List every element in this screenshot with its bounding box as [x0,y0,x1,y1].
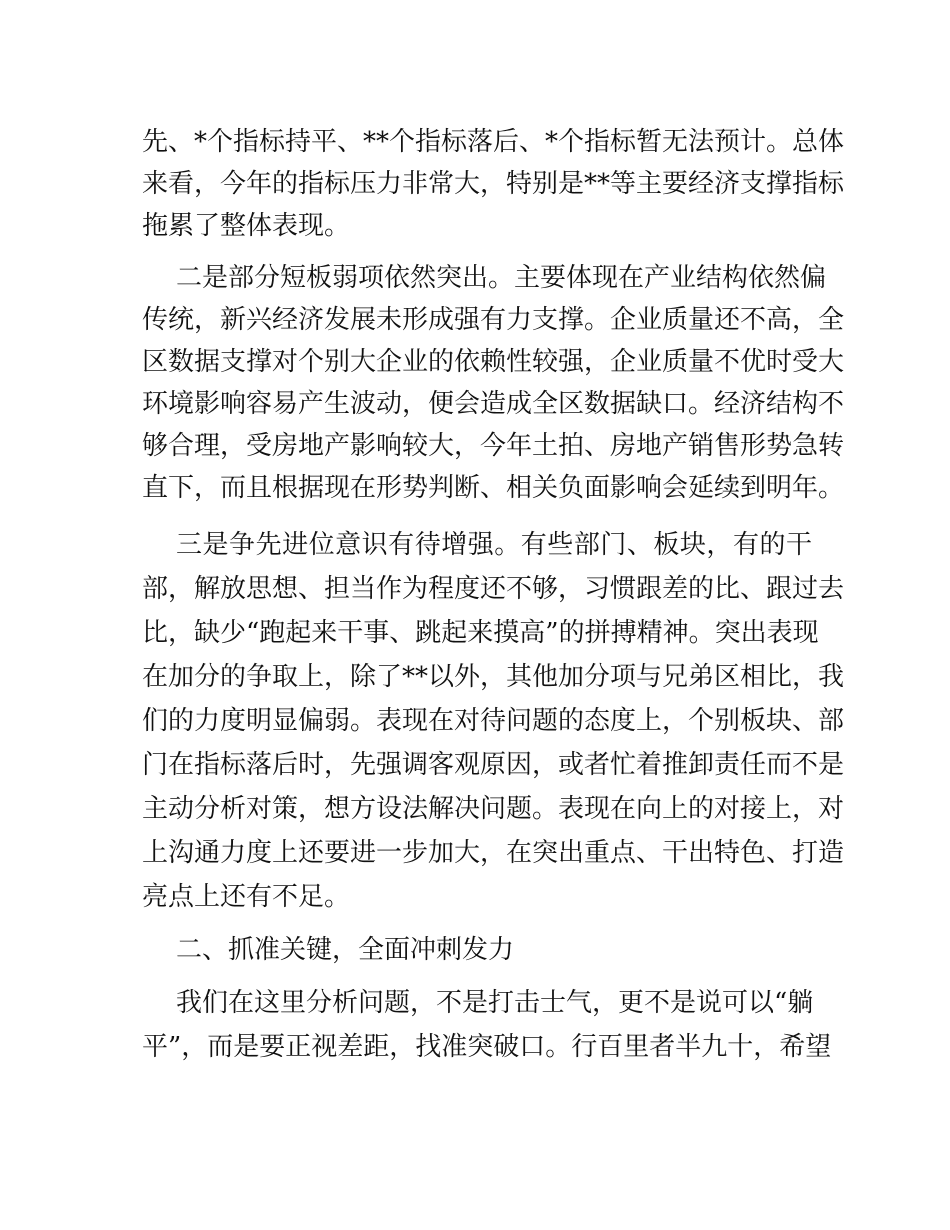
paragraph-line: 直下，而且根据现在形势判断、相关负面影响会延续到明年。 [142,473,845,503]
paragraph-line: 们的力度明显偏弱。表现在对待问题的态度上，个别板块、部 [142,706,845,736]
paragraph-line: 亮点上还有不足。 [142,882,351,912]
paragraph-line: 环境影响容易产生波动，便会造成全区数据缺口。经济结构不 [142,389,845,419]
paragraph-line: 三是争先进位意识有待增强。有些部门、板块，有的干 [176,530,812,560]
paragraph-line: 二是部分短板弱项依然突出。主要体现在产业结构依然偏 [176,263,827,293]
paragraph-line: 平”，而是要正视差距，找准突破口。行百里者半九十，希望 [142,1032,832,1062]
paragraph-line: 门在指标落后时，先强调客观原因，或者忙着推卸责任而不是 [142,750,845,780]
paragraph-line: 先、*个指标持平、**个指标落后、*个指标暂无法预计。总体 [142,127,845,157]
paragraph-line: 传统，新兴经济发展未形成强有力支撑。企业质量还不高，全 [142,305,845,335]
paragraph-line: 我们在这里分析问题，不是打击士气，更不是说可以“躺 [176,988,814,1018]
paragraph-line: 在加分的争取上，除了**以外，其他加分项与兄弟区相比，我 [142,662,845,692]
paragraph-line: 主动分析对策，想方设法解决问题。表现在向上的对接上，对 [142,794,845,824]
paragraph-line: 拖累了整体表现。 [142,211,351,241]
paragraph-line: 比，缺少“跑起来干事、跳起来摸高”的拼搏精神。突出表现 [142,618,819,648]
paragraph-line: 来看，今年的指标压力非常大，特别是**等主要经济支撑指标 [142,169,845,199]
paragraph-line: 够合理，受房地产影响较大，今年土拍、房地产销售形势急转 [142,431,845,461]
paragraph-line: 区数据支撑对个别大企业的依赖性较强，企业质量不优时受大 [142,347,845,377]
paragraph-line: 上沟通力度上还要进一步加大，在突出重点、干出特色、打造 [142,838,845,868]
paragraph-line: 部，解放思想、担当作为程度还不够，习惯跟差的比、跟过去 [142,574,845,604]
section-heading: 二、抓准关键，全面冲刺发力 [176,935,515,965]
